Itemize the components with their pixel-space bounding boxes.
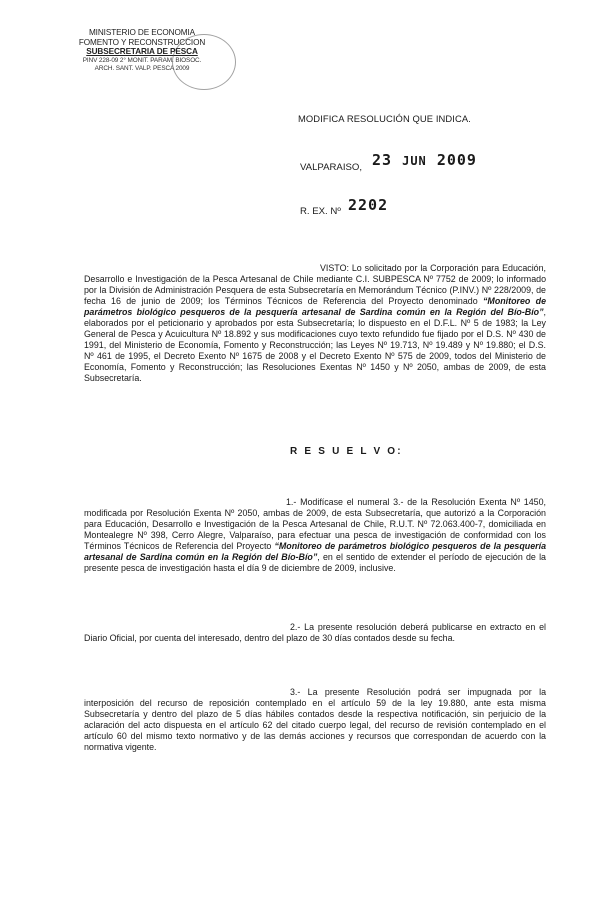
visto-text-1: Lo solicitado por la Corporación para Educación, Desarrollo e Investigación de la Pesca Artesanal de Chile mediante C.I. SUBPESCA Nº 7752 de 2009; lo informado por la División de Administración Pesquera de esta Subsecretaría en Memorándum Técnico (P.INV.) Nº 228/2009, de fecha 16 de junio de 2009; los Términos Técnicos de Referencia del Proyecto denominado [84,263,546,307]
date-year: 2009 [436,151,477,169]
stamp-subsecretaria: SUBSECRETARIA DE PESCA [86,47,198,57]
date-stamp [372,151,477,169]
item-3-text: por la interposición del recurso de reposición contemplado en el artículo 59 de la ley 19.880, ante esta misma Subsecretaría y dentro del plazo de 5 días hábiles contados desde la respectiva notificación, sin perjuicio de la aclaración del acto dispuesta en el artículo 62 del citado cuerpo legal, del recurso de revisión contemplado en el artículo 60 del mismo texto normativo y de las demás acciones y recursos que correspondan de acuerdo con la normativa vigente. [84,687,547,753]
item-3-lead: 3.- La presente Resolución podrá ser impugnada [290,687,512,697]
item-2-text: extracto en el Diario Oficial, por cuenta del interesado, dentro del plazo de 30 días contados desde su fecha. [84,622,547,644]
visto-text-2: , elaborados por el peticionario y aprobados por esta Subsecretaría; lo dispuesto en el D.F.L. Nº 5 de 1983; la Ley General de Pesca y Acuicultura Nº 18.892 y sus modificaciones cuyo texto refundido fue fijado por el D.S. Nº 430 de 1991, del Ministerio de Economía, Fomento y Reconstrucción; las Leyes Nº 19.713, Nº 19.489 y Nº 19.880; el D.S. Nº 461 de 1995, el Decreto Exento Nº 1675 de 2008 y el Decreto Exento Nº 575 de 2009, todos del Ministerio de Economía, Fomento y Reconstrucción; las Resoluciones Exentas Nº 1450 y Nº 2050, ambas de 2009, de esta Subsecretaría. [84,307,546,384]
stamp-archive: ARCH. SANT. VALP. PESCA 2009 [94,64,190,72]
resolution-subject: MODIFICA RESOLUCIÓN QUE INDICA. [298,113,471,124]
visto-lead: VISTO: [320,263,349,273]
item-1-text-1: Nº 1450, modificada por Resolución Exenta Nº 2050, ambas de 2009, de esta Subsecretaría, que autorizó a la Corporación para Educación, Desarrollo e Investigación de la Pesca Artesanal de Chile, R.U.T. Nº 72.063.400-7, domiciliada en Montealegre Nº 398, Cerro Alegre, Valparaíso, para efectuar una pesca de investigación de conformidad con los Términos Técnicos de Referencia del Proyecto [84,497,547,552]
place-label: VALPARAISO, [300,162,363,173]
date-month: JUN [402,154,427,168]
item-1-lead: 1.- Modifícase el numeral 3.- de la Resolución Exenta [286,497,507,507]
resuelvo-heading: R E S U E L V O: [290,446,403,457]
item-1-paragraph [84,497,546,574]
item-2-lead: 2.- La presente resolución deberá publicarse en [290,622,487,632]
stamp-ministry-2: FOMENTO Y RECONSTRUCCION [78,37,206,47]
item-2-paragraph [84,622,546,644]
stamp-ministry: MINISTERIO DE ECONOMIA [88,28,196,37]
seal-icon [172,34,236,90]
item-1-project-name: “Monitoreo de parámetros biológico pesqueros de la pesquería artesanal de Sardina común en la Región del Bío-Bío” [84,541,547,563]
visto-paragraph [84,263,546,385]
resolution-label: R. EX. Nº [300,206,341,217]
date-day: 23 [372,151,393,169]
item-1-text-2: , en el sentido de extender el período de ejecución de la presente pesca de investigación hasta el día 9 de diciembre de 2009, inclusive. [84,552,546,574]
resolution-number: 2202 [348,196,389,214]
visto-project-name: “Monitoreo de parámetros biológico pesqueros de la pesquería artesanal de Sardina común en la Región del Bío-Bío” [84,296,547,318]
stamp-code: PINV 228-09 2° MONIT. PARAM. BIOSOC. [82,56,202,64]
item-3-paragraph [84,687,546,753]
